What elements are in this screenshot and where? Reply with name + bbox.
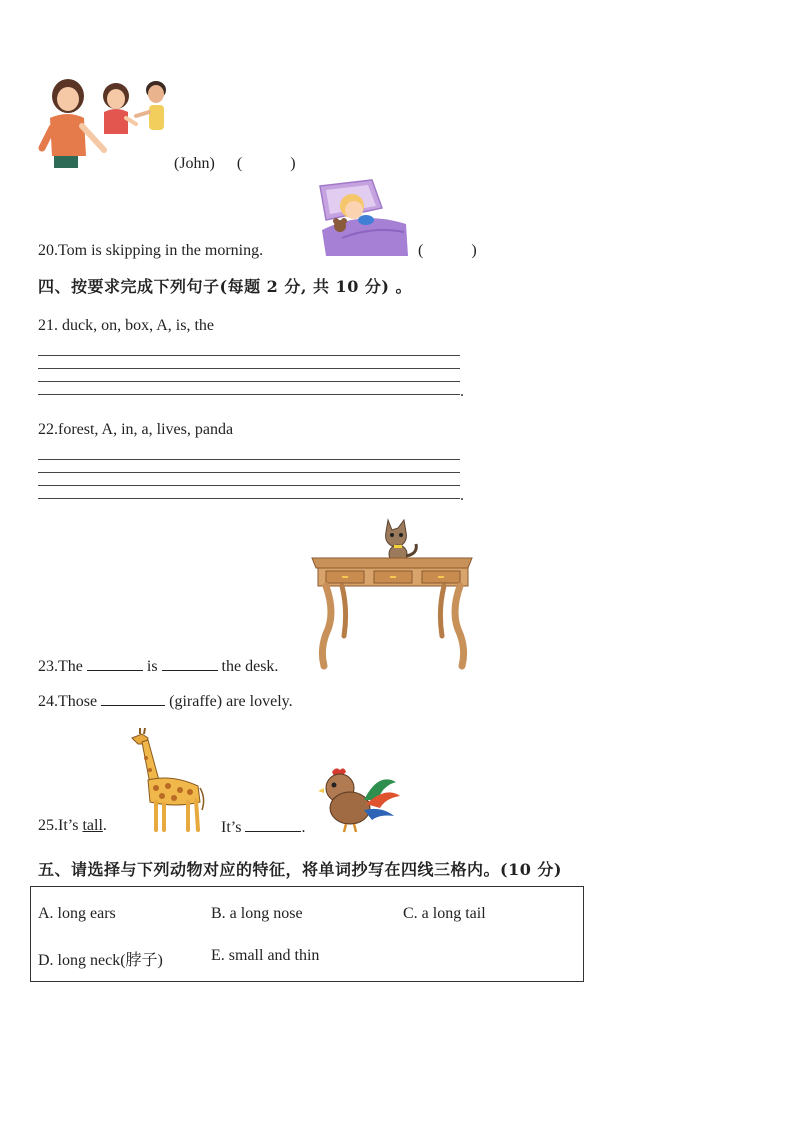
q23-blank-1[interactable] <box>87 656 143 671</box>
q22-text: 22.forest, A, in, a, lives, panda <box>38 421 234 438</box>
q25-part2: It’s <box>221 819 242 836</box>
q20-text: 20.Tom is skipping in the morning. <box>38 242 264 259</box>
q23-blank-2[interactable] <box>162 656 218 671</box>
option-a: A. long ears <box>38 905 116 922</box>
q23-part3: the desk. <box>221 658 279 675</box>
q25-part1-end: . <box>102 817 107 834</box>
q25-part1: 25.It’s <box>38 817 79 834</box>
q24-part2: (giraffe) are lovely. <box>169 693 293 710</box>
option-b: B. a long nose <box>211 905 303 922</box>
q25-sentence-1 <box>38 817 107 835</box>
q23-part2: is <box>146 658 158 675</box>
q25-underlined-word: tall <box>82 817 103 834</box>
section4-heading: 四、按要求完成下列句子(每题 2 分, 共 10 分) 。 <box>38 277 413 296</box>
q24-blank[interactable] <box>101 691 165 706</box>
q25-blank[interactable] <box>245 817 301 832</box>
section5-heading: 五、请选择与下列动物对应的特征，将单词抄写在四线三格内。(10 分) <box>38 860 562 879</box>
rooster-illustration <box>320 766 400 832</box>
q20-paren-close: ) <box>471 242 477 259</box>
q24-part1: 24.Those <box>38 693 98 710</box>
q23-sentence <box>38 656 278 676</box>
cat-on-desk-illustration <box>312 514 474 670</box>
q21-text: 21. duck, on, box, A, is, the <box>38 317 214 334</box>
q20-paren-open: ( <box>418 242 424 259</box>
q21-end-mark: . <box>460 383 464 400</box>
q23-part1: 23.The <box>38 658 83 675</box>
q24-sentence <box>38 691 293 711</box>
q25-sentence-2 <box>221 817 305 837</box>
option-e: E. small and thin <box>211 947 320 964</box>
sleeping-boy-illustration <box>312 180 410 258</box>
q22-end-mark: . <box>460 487 464 504</box>
q19-name: (John) <box>174 155 215 172</box>
q25-part2-end: . <box>301 819 306 836</box>
option-d: D. long neck(脖子) <box>38 952 163 969</box>
q19-paren-open: ( <box>236 155 243 172</box>
option-c: C. a long tail <box>403 905 486 922</box>
people-talking-illustration <box>36 78 176 173</box>
giraffe-illustration <box>126 728 206 832</box>
q19-paren-close: ) <box>290 155 296 172</box>
